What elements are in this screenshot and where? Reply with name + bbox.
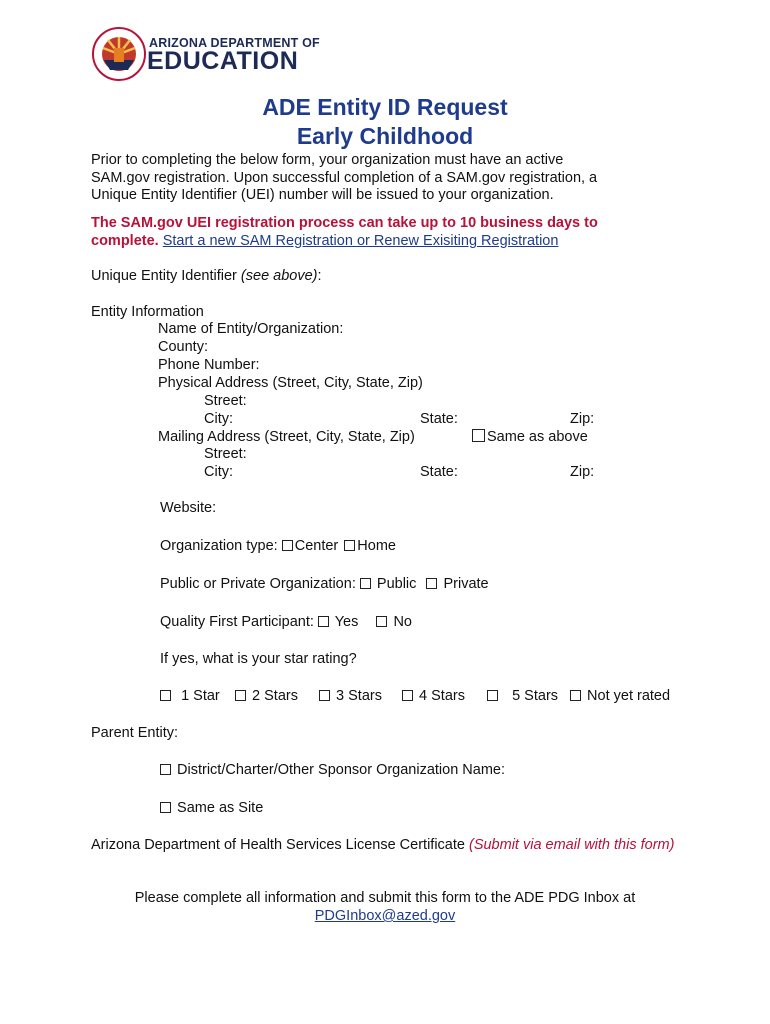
yes-label: Yes bbox=[334, 614, 359, 630]
uei-colon: : bbox=[317, 268, 322, 284]
star-4-label: 4 Stars bbox=[419, 688, 465, 704]
physical-street-field[interactable]: Street: bbox=[204, 393, 247, 409]
star-1-label: 1 Star bbox=[181, 688, 220, 704]
same-as-above-label: Same as above bbox=[487, 429, 588, 445]
private-checkbox[interactable] bbox=[426, 578, 437, 589]
uei-label: Unique Entity Identifier bbox=[91, 268, 241, 284]
no-checkbox[interactable] bbox=[376, 616, 387, 627]
page-subtitle: Early Childhood bbox=[296, 123, 474, 149]
public-checkbox[interactable] bbox=[360, 578, 371, 589]
sponsor-checkbox[interactable] bbox=[160, 764, 171, 775]
physical-city-field[interactable]: City: bbox=[204, 411, 233, 427]
star-question: If yes, what is your star rating? bbox=[160, 651, 357, 667]
entity-heading: Entity Information bbox=[91, 304, 204, 320]
yes-checkbox[interactable] bbox=[318, 616, 329, 627]
home-label: Home bbox=[357, 538, 396, 554]
license-row bbox=[91, 837, 674, 853]
same-as-site-checkbox[interactable] bbox=[160, 802, 171, 813]
same-as-above-option[interactable] bbox=[472, 429, 588, 445]
star-option-none[interactable] bbox=[570, 688, 670, 704]
public-private-label: Public or Private Organization: bbox=[160, 576, 360, 592]
center-checkbox[interactable] bbox=[282, 540, 293, 551]
pdg-inbox-email-link[interactable]: PDGInbox@azed.gov bbox=[314, 908, 456, 924]
parent-option-same[interactable] bbox=[160, 800, 263, 816]
star-1-checkbox[interactable] bbox=[160, 690, 171, 701]
intro-line2: SAM.gov registration. Upon successful completion of a SAM.gov registration, a bbox=[91, 170, 598, 186]
parent-entity-heading: Parent Entity: bbox=[91, 725, 179, 741]
mailing-street-field[interactable]: Street: bbox=[204, 446, 247, 462]
sponsor-label: District/Charter/Other Sponsor Organization Name: bbox=[177, 762, 506, 778]
not-rated-checkbox[interactable] bbox=[570, 690, 581, 701]
same-as-site-label: Same as Site bbox=[177, 800, 264, 816]
uei-field[interactable] bbox=[91, 268, 322, 284]
footer-email-row bbox=[0, 908, 770, 924]
license-note: (Submit via email with this form) bbox=[468, 837, 675, 853]
center-label: Center bbox=[294, 538, 339, 554]
physical-address-heading: Physical Address (Street, City, State, Zip) bbox=[158, 375, 423, 391]
star-5-label: 5 Stars bbox=[512, 688, 559, 704]
org-type-label: Organization type: bbox=[160, 538, 282, 554]
star-2-checkbox[interactable] bbox=[235, 690, 246, 701]
county-field[interactable]: County: bbox=[158, 339, 208, 355]
uei-hint: (see above) bbox=[240, 268, 318, 284]
sam-registration-link[interactable]: Start a new SAM Registration or Renew Exisiting Registration bbox=[162, 233, 559, 249]
star-2-label: 2 Stars bbox=[252, 688, 298, 704]
phone-field[interactable]: Phone Number: bbox=[158, 357, 260, 373]
star-3-checkbox[interactable] bbox=[319, 690, 330, 701]
quality-first-row bbox=[160, 614, 412, 630]
mailing-address-heading: Mailing Address (Street, City, State, Zip) bbox=[158, 429, 415, 445]
physical-zip-field[interactable]: Zip: bbox=[570, 411, 595, 427]
public-label: Public bbox=[376, 576, 417, 592]
mailing-zip-field[interactable]: Zip: bbox=[570, 464, 595, 480]
star-4-checkbox[interactable] bbox=[402, 690, 413, 701]
no-label: No bbox=[393, 614, 412, 630]
star-option-2[interactable] bbox=[235, 688, 298, 704]
star-3-label: 3 Stars bbox=[336, 688, 382, 704]
warning-line2 bbox=[91, 233, 558, 249]
intro-line1: Prior to completing the below form, your organization must have an active bbox=[91, 152, 564, 168]
org-type-row bbox=[160, 538, 396, 554]
not-rated-label: Not yet rated bbox=[587, 688, 671, 704]
public-private-row bbox=[160, 576, 489, 592]
license-label: Arizona Department of Health Services License Certificate bbox=[91, 837, 469, 853]
physical-state-field[interactable]: State: bbox=[420, 411, 458, 427]
star-option-1[interactable] bbox=[160, 688, 220, 704]
star-option-3[interactable] bbox=[319, 688, 382, 704]
org-name-line2: EDUCATION bbox=[147, 47, 299, 75]
footer-instructions: Please complete all information and submit this form to the ADE PDG Inbox at bbox=[134, 890, 636, 906]
parent-option-sponsor[interactable] bbox=[160, 762, 505, 778]
warning-line1: The SAM.gov UEI registration process can take up to 10 business days to bbox=[91, 215, 598, 231]
website-field[interactable]: Website: bbox=[160, 500, 217, 516]
warning-complete: complete. bbox=[91, 233, 159, 249]
org-name-line1: ARIZONA DEPARTMENT OF bbox=[149, 36, 320, 50]
same-as-above-checkbox[interactable] bbox=[472, 429, 485, 442]
private-label: Private bbox=[443, 576, 489, 592]
star-5-checkbox[interactable] bbox=[487, 690, 498, 701]
quality-first-label: Quality First Participant: bbox=[160, 614, 318, 630]
star-option-5[interactable] bbox=[487, 688, 558, 704]
mailing-state-field[interactable]: State: bbox=[420, 464, 458, 480]
page-title: ADE Entity ID Request bbox=[262, 94, 508, 120]
intro-line3: Unique Entity Identifier (UEI) number will be issued to your organization. bbox=[91, 187, 554, 203]
home-checkbox[interactable] bbox=[344, 540, 355, 551]
mailing-city-field[interactable]: City: bbox=[204, 464, 233, 480]
star-option-4[interactable] bbox=[402, 688, 465, 704]
entity-name-field[interactable]: Name of Entity/Organization: bbox=[158, 321, 344, 337]
